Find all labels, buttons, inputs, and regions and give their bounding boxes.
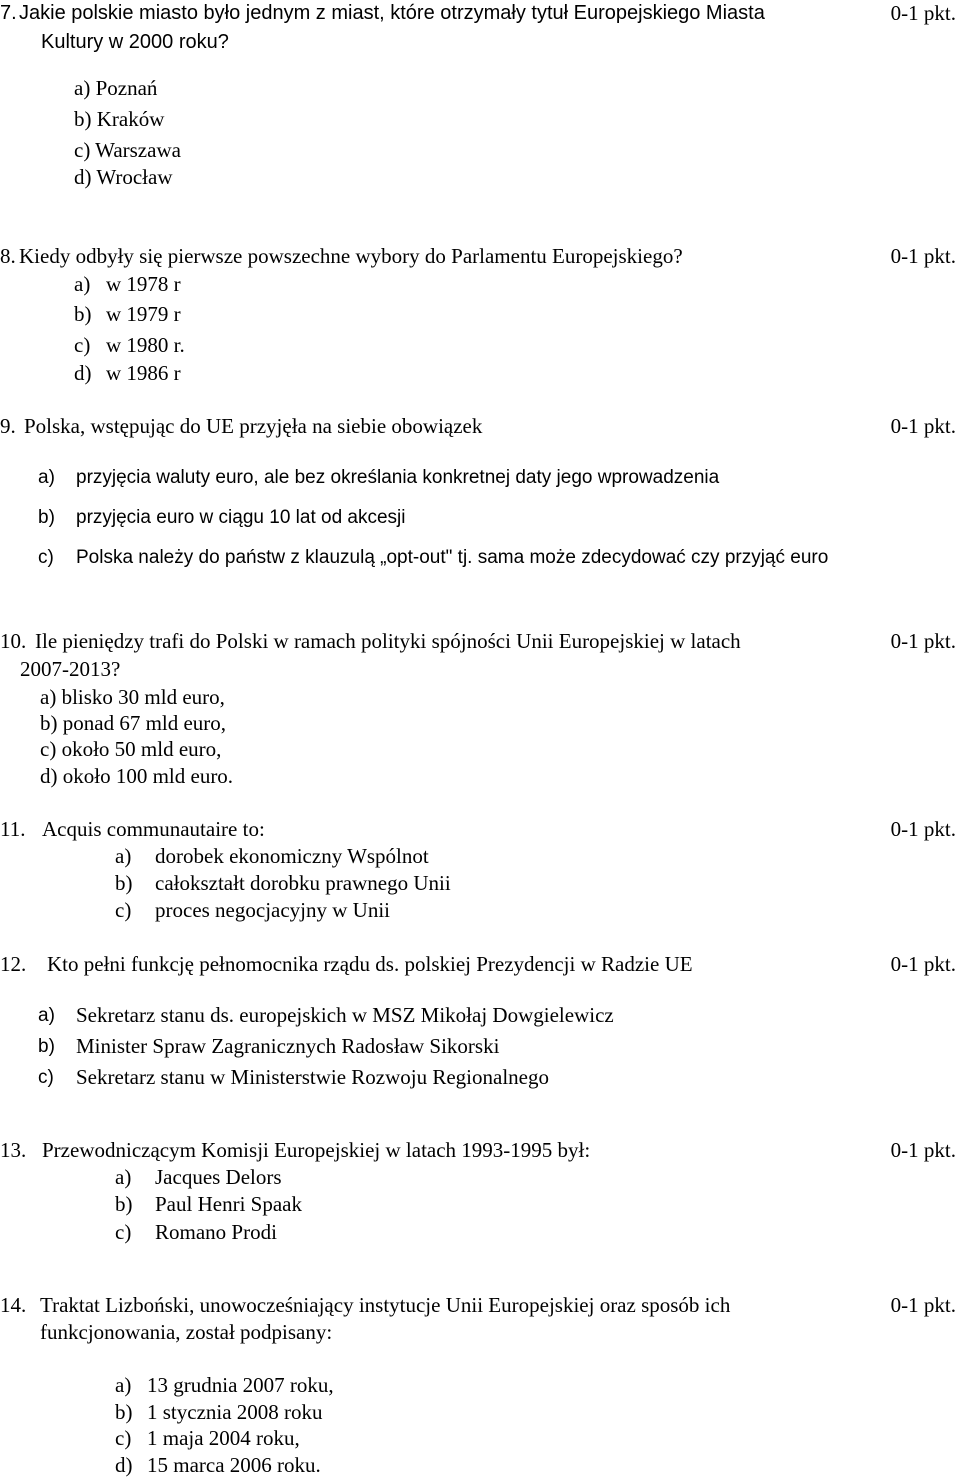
points-label: 0-1 pkt. — [890, 1138, 956, 1162]
question-number: 9. — [0, 414, 16, 438]
question-number: 14. — [0, 1293, 27, 1317]
question-number: 13. — [0, 1138, 27, 1162]
question-number: 7. — [0, 2, 17, 24]
answer-letter: b) — [74, 302, 92, 326]
answer-letter: c) — [38, 547, 54, 568]
answer-letter: d) — [115, 1453, 133, 1477]
answer-text: w 1986 r — [106, 361, 181, 385]
answer-letter: a) — [38, 467, 55, 488]
question-text: Kto pełni funkcję pełnomocnika rządu ds. polskiej Prezydencji w Radzie UE — [47, 952, 693, 976]
question-text: Kiedy odbyły się pierwsze powszechne wybory do Parlamentu Europejskiego? — [19, 244, 683, 268]
answer-text: przyjęcia euro w ciągu 10 lat od akcesji — [76, 507, 406, 528]
answer-text: 1 stycznia 2008 roku — [147, 1400, 323, 1424]
answer-text: proces negocjacyjny w Unii — [155, 898, 391, 922]
question-text: Traktat Lizboński, unowocześniający instytucje Unii Europejskiej oraz sposób ich — [40, 1293, 731, 1317]
answer-text: Polska należy do państw z klauzulą „opt-out" tj. sama może zdecydować czy przyjąć euro — [76, 547, 829, 568]
points-label: 0-1 pkt. — [890, 1293, 956, 1317]
answer-text: Sekretarz stanu w Ministerstwie Rozwoju Regionalnego — [76, 1065, 549, 1089]
answer-text: 1 maja 2004 roku, — [147, 1426, 300, 1450]
answer-letter: c) — [38, 1067, 54, 1088]
answer-option: c) około 50 mld euro, — [40, 737, 222, 761]
points-label: 0-1 pkt. — [890, 952, 956, 976]
answer-text: 13 grudnia 2007 roku, — [147, 1373, 334, 1397]
answer-letter: c) — [115, 1426, 132, 1450]
answer-option: a) Poznań — [74, 76, 158, 100]
answer-text: Minister Spraw Zagranicznych Radosław Sikorski — [76, 1034, 500, 1058]
answer-option: a) blisko 30 mld euro, — [40, 685, 225, 709]
points-label: 0-1 pkt. — [890, 817, 956, 841]
answer-letter: c) — [115, 1220, 132, 1244]
answer-text: w 1978 r — [106, 272, 181, 296]
answer-letter: b) — [115, 1192, 133, 1216]
question-number: 10. — [0, 629, 27, 653]
answer-letter: a) — [74, 272, 91, 296]
question-number: 11. — [0, 817, 26, 841]
answer-letter: c) — [115, 898, 132, 922]
answer-letter: a) — [115, 844, 132, 868]
answer-text: Jacques Delors — [155, 1165, 282, 1189]
answer-letter: a) — [115, 1165, 132, 1189]
answer-option: b) ponad 67 mld euro, — [40, 711, 227, 735]
answer-text: dorobek ekonomiczny Wspólnot — [155, 844, 429, 868]
answer-letter: a) — [38, 1005, 55, 1026]
points-label: 0-1 pkt. — [890, 244, 956, 268]
question-number: 12. — [0, 952, 27, 976]
answer-text: Romano Prodi — [155, 1220, 277, 1244]
question-text: Kultury w 2000 roku? — [41, 31, 229, 53]
answer-letter: b) — [115, 871, 133, 895]
question-text: Jakie polskie miasto było jednym z miast, które otrzymały tytuł Europejskiego Miasta — [19, 2, 765, 24]
answer-text: 15 marca 2006 roku. — [147, 1453, 321, 1477]
answer-letter: c) — [74, 333, 91, 357]
question-text: Ile pieniędzy trafi do Polski w ramach polityki spójności Unii Europejskiej w latach — [35, 629, 741, 653]
points-label: 0-1 pkt. — [890, 414, 956, 438]
answer-letter: b) — [38, 1036, 55, 1057]
question-text: 2007-2013? — [20, 657, 121, 681]
answer-text: w 1980 r. — [106, 333, 185, 357]
answer-letter: b) — [38, 507, 55, 528]
question-text: Polska, wstępując do UE przyjęła na siebie obowiązek — [24, 414, 483, 438]
answer-text: Sekretarz stanu ds. europejskich w MSZ Mikołaj Dowgielewicz — [76, 1003, 614, 1027]
points-label: 0-1 pkt. — [890, 629, 956, 653]
answer-text: Paul Henri Spaak — [155, 1192, 302, 1216]
question-text: Acquis communautaire to: — [42, 817, 265, 841]
answer-option: c) Warszawa — [74, 138, 181, 162]
answer-letter: b) — [115, 1400, 133, 1424]
answer-letter: d) — [74, 361, 92, 385]
question-text: funkcjonowania, został podpisany: — [40, 1320, 333, 1344]
question-number: 8. — [0, 244, 16, 268]
answer-text: całokształt dorobku prawnego Unii — [155, 871, 451, 895]
answer-option: d) Wrocław — [74, 165, 173, 189]
answer-text: przyjęcia waluty euro, ale bez określania konkretnej daty jego wprowadzenia — [76, 467, 720, 488]
question-text: Przewodniczącym Komisji Europejskiej w latach 1993-1995 był: — [42, 1138, 591, 1162]
points-label: 0-1 pkt. — [890, 1, 956, 25]
answer-option: b) Kraków — [74, 107, 165, 131]
answer-letter: a) — [115, 1373, 132, 1397]
answer-text: w 1979 r — [106, 302, 181, 326]
answer-option: d) około 100 mld euro. — [40, 764, 234, 788]
